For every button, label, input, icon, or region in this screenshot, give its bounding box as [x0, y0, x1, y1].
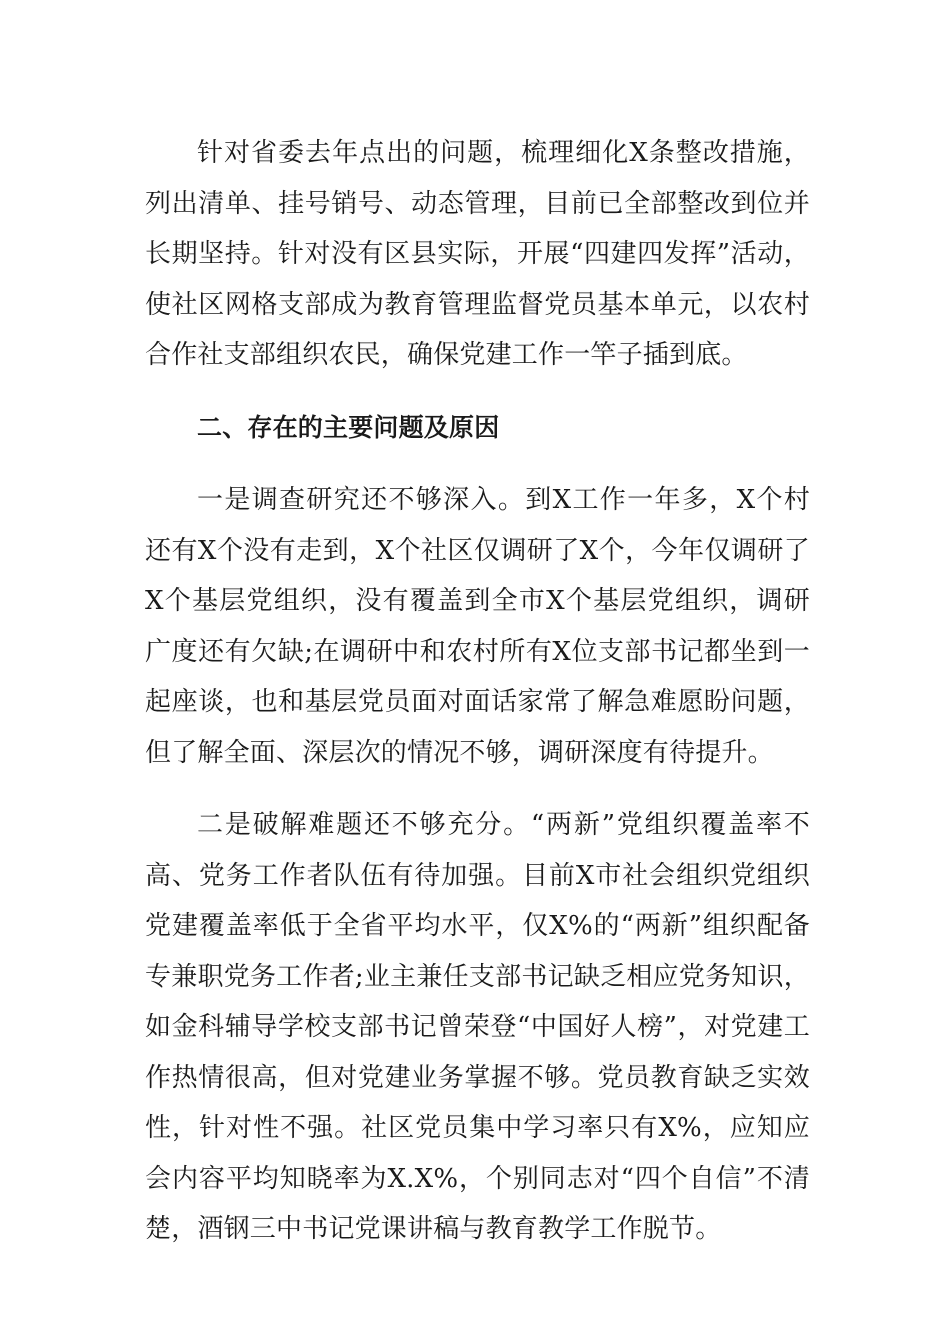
section-heading-problems: 二、存在的主要问题及原因 — [197, 412, 500, 442]
document-body — [145, 128, 810, 1277]
paragraph-rectification: 针对省委去年点出的问题，梳理细化X条整改措施，列出清单、挂号销号、动态管理，目前已全部整改到位并长期坚持。针对没有区县实际，开展“四建四发挥”活动，使社区网格支部成为教育管理监督党员基本单元，以农村合作社支部组织农民，确保党建工作一竿子插到底。 — [145, 138, 810, 370]
paragraph-research: 一是调查研究还不够深入。到X工作一年多，X个村还有X个没有走到，X个社区仅调研了X个，今年仅调研了X个基层党组织，没有覆盖到全市X个基层党组织，调研广度还有欠缺;在调研中和农村所有X位支部书记都坐到一起座谈，也和基层党员面对面话家常了解急难愿盼问题，但了解全面、深层次的情况不够，调研深度有待提升。 — [145, 485, 810, 768]
paragraph-difficulties: 二是破解难题还不够充分。“两新”党组织覆盖率不高、党务工作者队伍有待加强。目前X市社会组织党组织党建覆盖率低于全省平均水平，仅X%的“两新”组织配备专兼职党务工作者;业主兼任支部书记缺乏相应党务知识，如金科辅导学校支部书记曾荣登“中国好人榜”，对党建工作热情很高，但对党建业务掌握不够。党员教育缺乏实效性，针对性不强。社区党员集中学习率只有X%，应知应会内容平均知晓率为X.X%，个别同志对“四个自信”不清楚，酒钢三中书记党课讲稿与教育教学工作脱节。 — [145, 810, 810, 1244]
